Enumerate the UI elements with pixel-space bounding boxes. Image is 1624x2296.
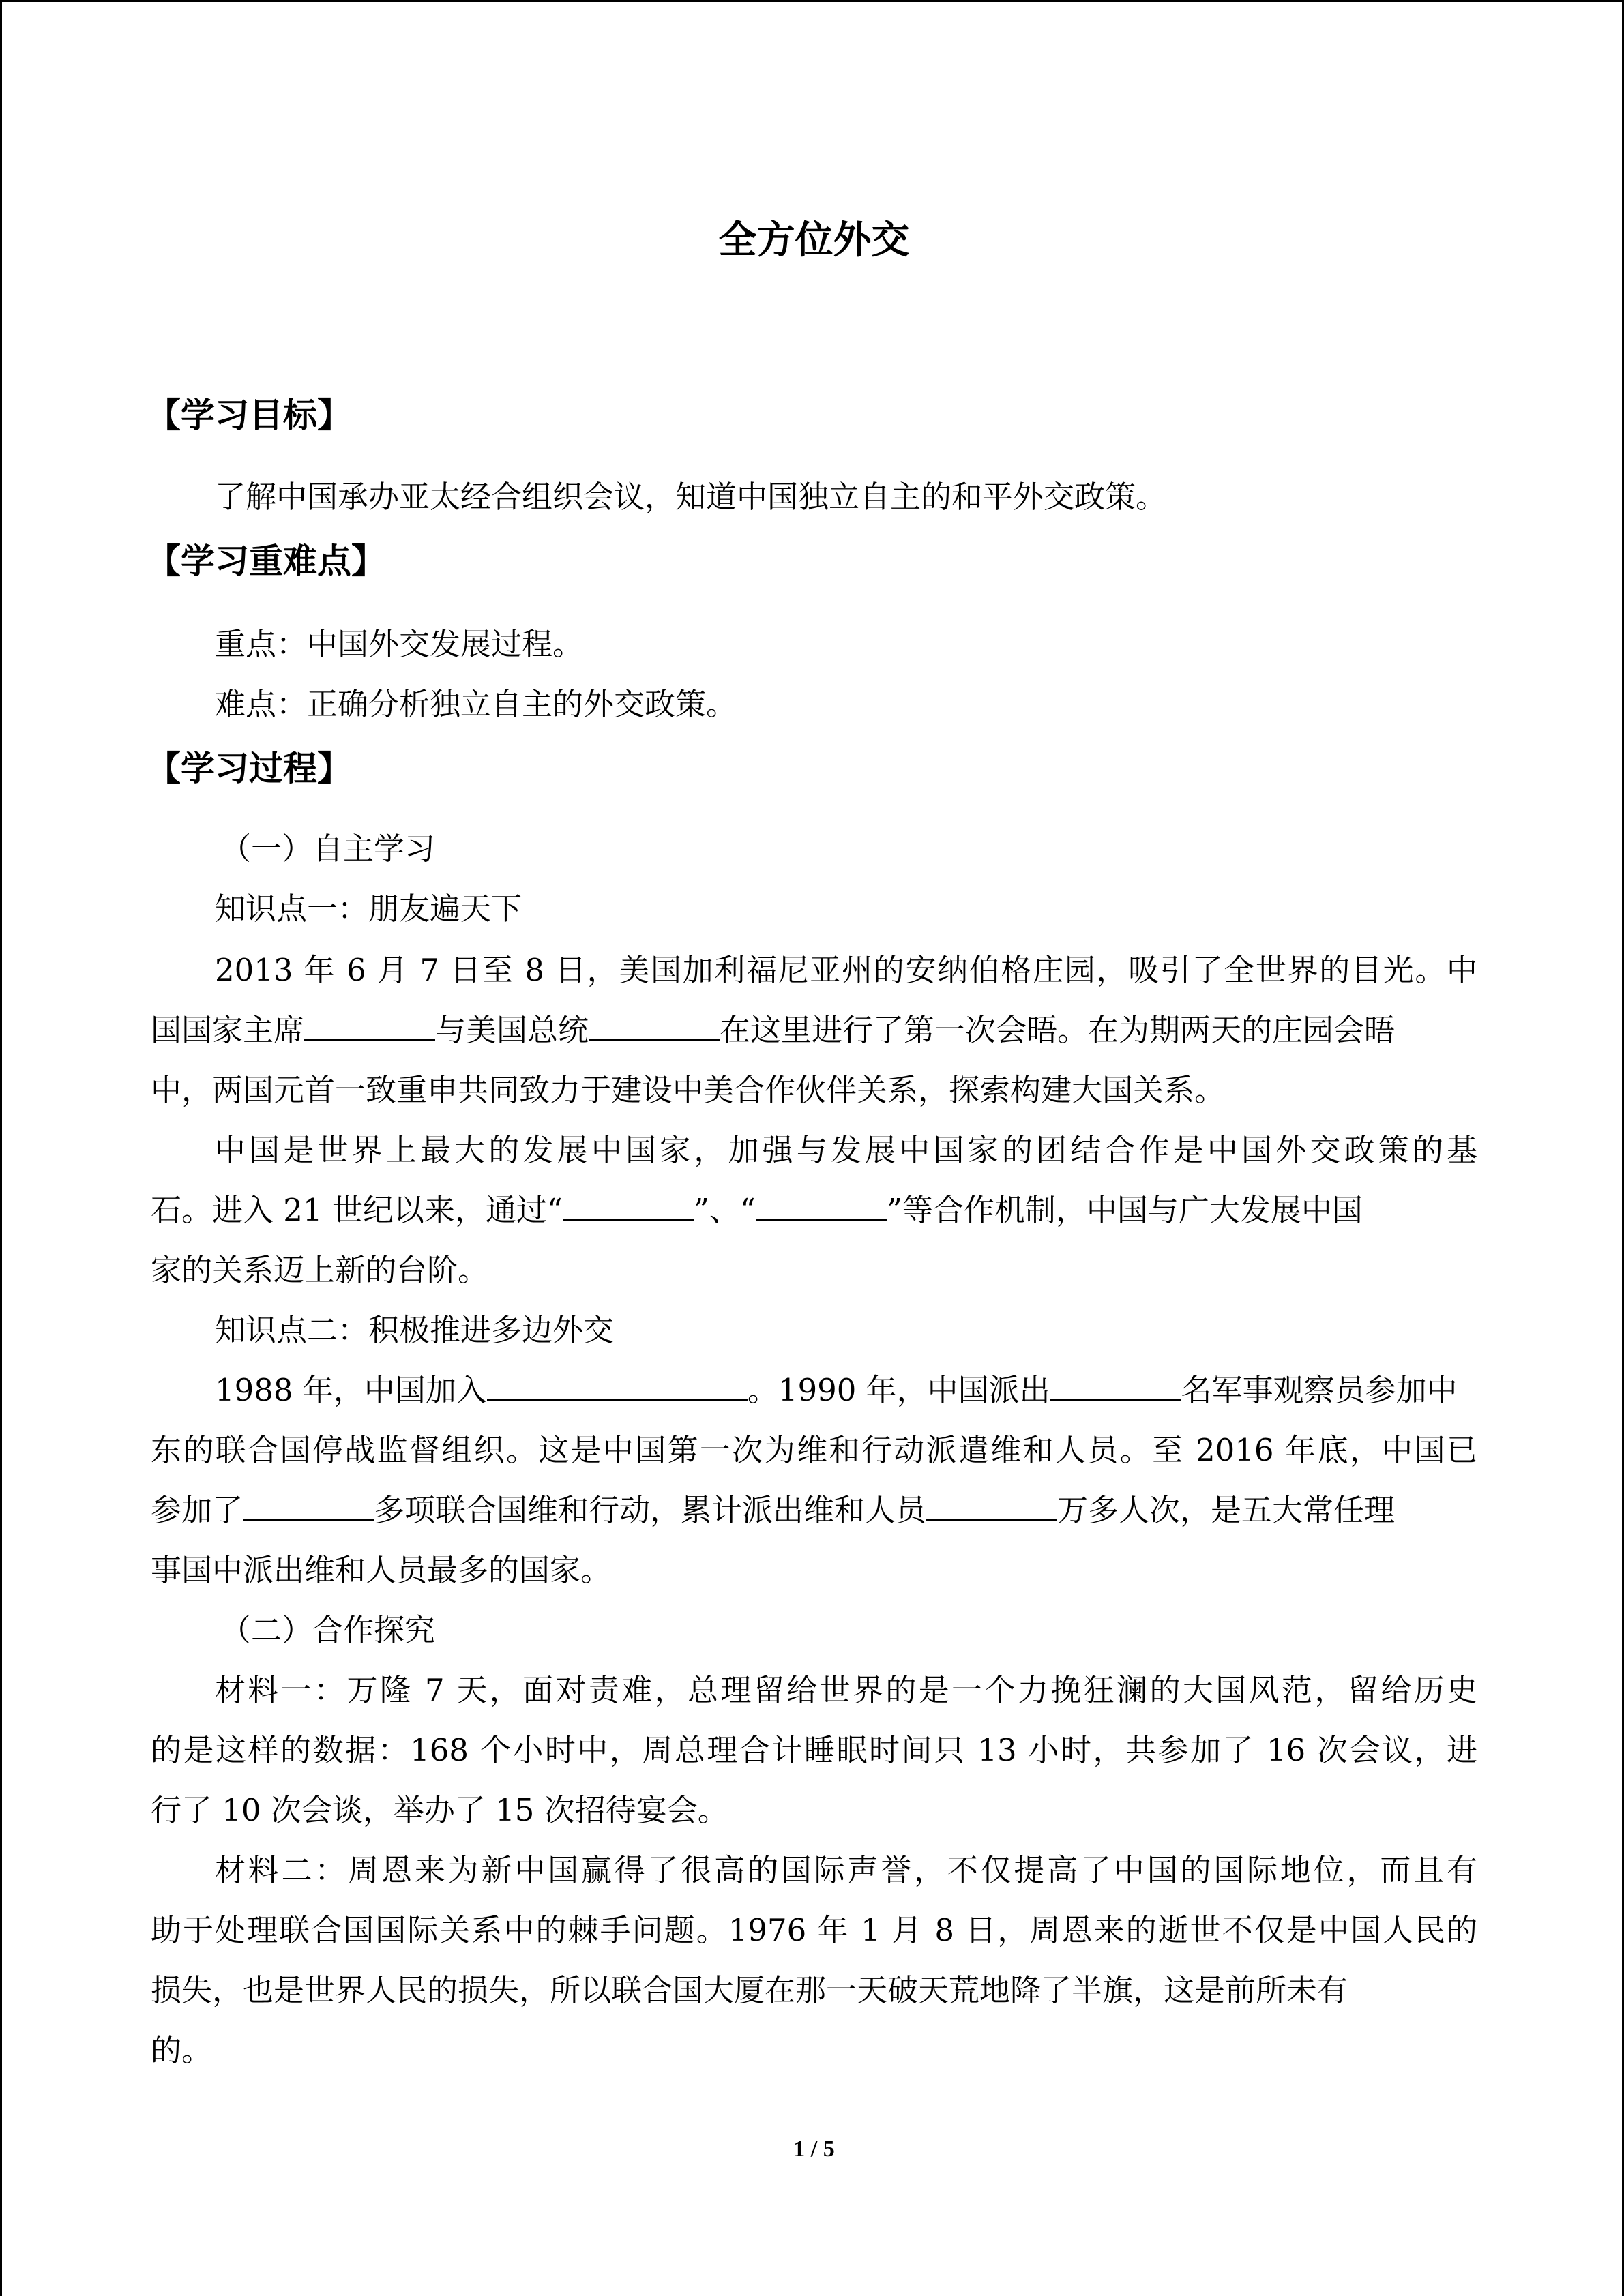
paragraph-3-line-1 — [215, 1360, 1477, 1420]
fill-blank[interactable] — [487, 1371, 748, 1401]
fill-blank[interactable] — [926, 1491, 1057, 1521]
part1-label: （一）自主学习 — [220, 831, 436, 867]
goal-text: 了解中国承办亚太经合组织会议，知道中国独立自主的和平外交政策。 — [215, 479, 1167, 515]
knowledge-point-2-title: 知识点二：积极推进多边外交 — [215, 1312, 615, 1348]
text-segment: 石。进入 21 世纪以来，通过“ — [151, 1192, 563, 1228]
paragraph-1-line-2 — [151, 1000, 1477, 1060]
text-segment: ”等合作机制，中国与广大发展中国 — [886, 1192, 1363, 1228]
fill-blank[interactable] — [563, 1191, 694, 1221]
material-2-line-3: 损失，也是世界人民的损失，所以联合国大厦在那一天破天荒地降了半旗，这是前所未有 — [151, 1972, 1348, 2008]
fill-blank[interactable] — [756, 1191, 887, 1221]
paragraph-1-line-3: 中，两国元首一致重申共同致力于建设中美合作伙伴关系，探索构建大国关系。 — [151, 1072, 1226, 1108]
paragraph-2-line-3: 家的关系迈上新的台阶。 — [151, 1252, 489, 1288]
text-segment: 参加了 — [151, 1492, 243, 1528]
text-segment: 在这里进行了第一次会晤。在为期两天的庄园会晤 — [720, 1012, 1396, 1048]
material-2-line-2: 助于处理联合国国际关系中的棘手问题。1976 年 1 月 8 日，周恩来的逝世不仅是中国人民的 — [151, 1912, 1477, 1948]
fill-blank[interactable] — [304, 1011, 435, 1041]
paragraph-2-line-2 — [151, 1180, 1477, 1240]
page-number: 1 / 5 — [793, 2136, 835, 2162]
paragraph-1-line-1: 2013 年 6 月 7 日至 8 日，美国加利福尼亚州的安纳伯格庄园，吸引了全世界的目光。中 — [215, 952, 1477, 988]
text-segment: 万多人次，是五大常任理 — [1057, 1492, 1396, 1528]
text-segment: 。1990 年，中国派出 — [747, 1372, 1050, 1408]
text-segment: 名军事观察员参加中 — [1181, 1372, 1458, 1408]
text-segment: ”、“ — [693, 1192, 756, 1228]
text-segment: 1988 年，中国加入 — [215, 1372, 487, 1408]
heading-learning-process: 【学习过程】 — [147, 749, 351, 788]
part2-label: （二）合作探究 — [220, 1612, 436, 1648]
material-1-line-2: 的是这样的数据：168 个小时中，周总理合计睡眠时间只 13 小时，共参加了 16 次会议，进 — [151, 1732, 1477, 1768]
paragraph-3-line-2: 东的联合国停战监督组织。这是中国第一次为维和行动派遣维和人员。至 2016 年底，中国已 — [151, 1432, 1477, 1468]
fill-blank[interactable] — [589, 1011, 720, 1041]
difficult-point-text: 难点：正确分析独立自主的外交政策。 — [215, 686, 737, 722]
fill-blank[interactable] — [243, 1491, 374, 1521]
material-2-line-1: 材料二：周恩来为新中国赢得了很高的国际声誉，不仅提高了中国的国际地位，而且有 — [215, 1852, 1477, 1888]
fill-blank[interactable] — [1050, 1371, 1181, 1401]
material-1-line-3: 行了 10 次会谈，举办了 15 次招待宴会。 — [151, 1792, 728, 1828]
page-title: 全方位外交 — [718, 218, 910, 263]
text-segment: 多项联合国维和行动，累计派出维和人员 — [374, 1492, 927, 1528]
text-segment: 与美国总统 — [435, 1012, 589, 1048]
heading-learning-goals: 【学习目标】 — [147, 396, 351, 435]
text-segment: 国国家主席 — [151, 1012, 305, 1048]
material-2-line-4: 的。 — [151, 2032, 213, 2068]
paragraph-2-line-1: 中国是世界上最大的发展中国家，加强与发展中国家的团结合作是中国外交政策的基 — [215, 1132, 1477, 1168]
key-point-text: 重点：中国外交发展过程。 — [215, 626, 584, 662]
knowledge-point-1-title: 知识点一：朋友遍天下 — [215, 891, 522, 927]
material-1-line-1: 材料一：万隆 7 天，面对责难，总理留给世界的是一个力挽狂澜的大国风范，留给历史 — [215, 1672, 1477, 1708]
paragraph-3-line-3 — [151, 1480, 1477, 1540]
paragraph-3-line-4: 事国中派出维和人员最多的国家。 — [151, 1552, 612, 1588]
heading-key-difficult-points: 【学习重难点】 — [147, 541, 385, 581]
